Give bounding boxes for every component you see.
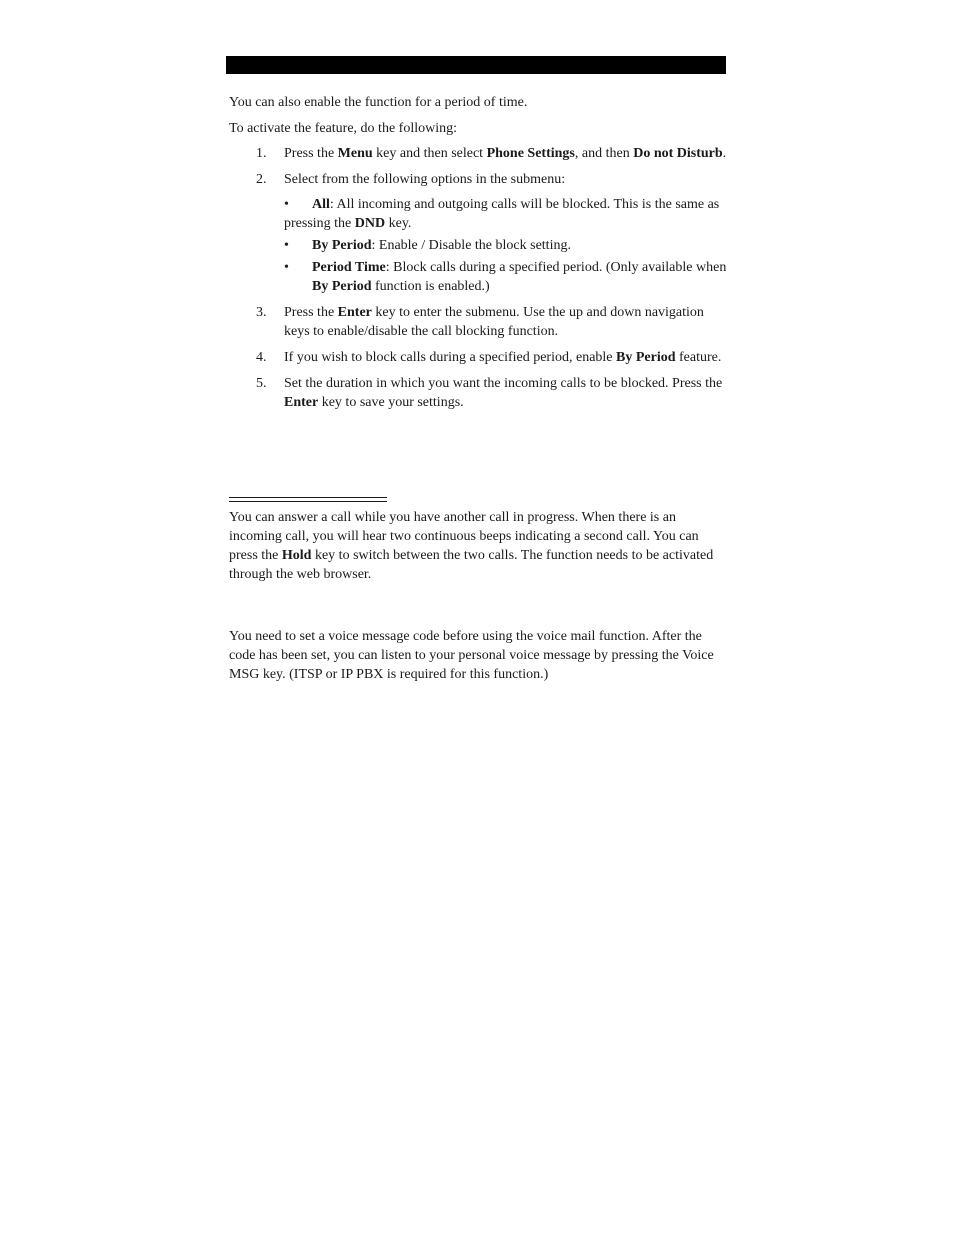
bold-term: Phone Settings (486, 146, 575, 161)
option-text: By Period: Enable / Disable the block setting. (312, 238, 571, 253)
bold-term: Period Time (312, 260, 386, 275)
intro-line-2: To activate the feature, do the following: (229, 121, 457, 136)
step-number: 4. (256, 350, 267, 365)
bold-term: By Period (312, 238, 372, 253)
option-all (284, 195, 728, 233)
bold-term: Hold (281, 548, 312, 563)
step-text: Select from the following options in the submenu: (284, 172, 566, 187)
option-by-period (284, 236, 728, 255)
bold-term: All (312, 197, 330, 212)
intro-line-1: You can also enable the function for a period of time. (229, 95, 528, 110)
step-number: 1. (256, 146, 267, 161)
step-text: Press the Enter key to enter the submenu. Use the up and down navigation keys to enable/disable the call blocking function. (284, 305, 704, 339)
step-1 (256, 144, 728, 163)
bullet-icon: • (284, 238, 289, 253)
step-5 (256, 374, 728, 412)
bullet-icon: • (284, 260, 289, 275)
bullet-icon: • (284, 197, 289, 212)
step-number: 3. (256, 305, 267, 320)
bold-term: Menu (337, 146, 373, 161)
step-text: If you wish to block calls during a specified period, enable By Period feature. (284, 350, 722, 365)
steps-list (256, 144, 728, 419)
step-text: Set the duration in which you want the incoming calls to be blocked. Press the Enter key to save your settings. (284, 376, 723, 410)
voice-mail-paragraph: You need to set a voice message code before using the voice mail function. After the code has been set, you can listen to your personal voice message by pressing the Voice MSG key. (ITSP or IP PBX is required for this function.) (229, 629, 714, 682)
bold-term: By Period (312, 279, 372, 294)
header-bar (226, 56, 726, 74)
section-divider (229, 497, 387, 502)
bold-term: Enter (284, 395, 319, 410)
bold-term: Enter (337, 305, 372, 320)
step-number: 5. (256, 376, 267, 391)
option-text: Period Time: Block calls during a specified period. (Only available when By Period function is enabled.) (312, 260, 727, 294)
step-2 (256, 170, 728, 296)
bold-term: DND (354, 216, 386, 231)
call-waiting-paragraph: You can answer a call while you have another call in progress. When there is an incoming call, you will hear two continuous beeps indicating a second call. You can press the Hold key to switch between the two calls. The function needs to be activated through the web browser. (229, 510, 714, 582)
step-text: Press the Menu key and then select Phone Settings, and then Do not Disturb. (284, 146, 727, 161)
option-text: All: All incoming and outgoing calls will be blocked. This is the same as pressing the DND key. (284, 197, 720, 231)
step-3 (256, 303, 728, 341)
options-list (284, 195, 728, 296)
step-4 (256, 348, 728, 367)
step-number: 2. (256, 172, 267, 187)
option-period-time (284, 258, 728, 296)
bold-term: Do not Disturb (633, 146, 723, 161)
bold-term: By Period (616, 350, 676, 365)
